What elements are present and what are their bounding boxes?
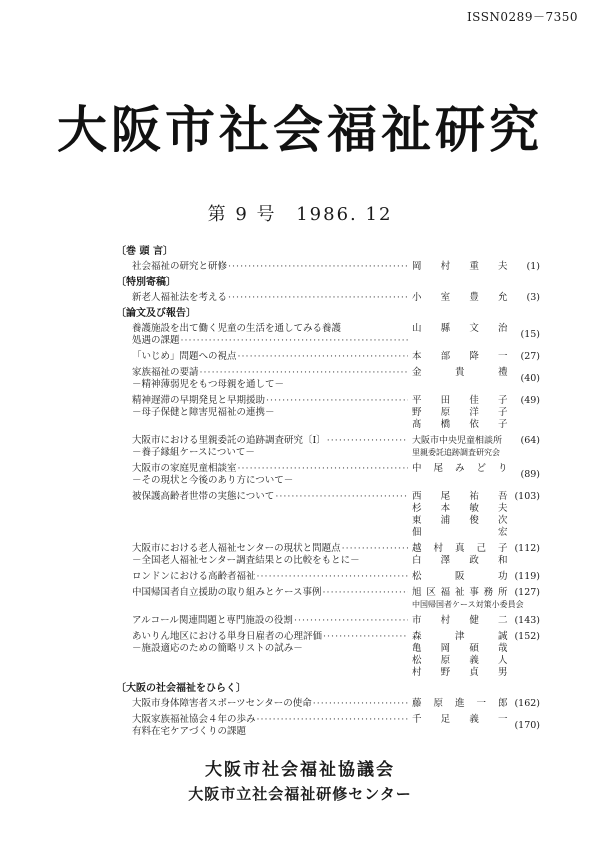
- issue-date: 1986. 12: [296, 204, 393, 225]
- toc-entry-subtitle: －全国老人福祉センター調査結果との比較をもとに－: [132, 555, 360, 566]
- toc-entry-author: 大阪市中央児童相談所: [412, 436, 503, 446]
- toc-entry-title: 新老人福祉法を考える: [132, 292, 228, 303]
- toc-entry-title: あいりん地区における単身日雇者の心理評価: [132, 631, 323, 642]
- toc-entry-author: 里親委託追跡調査研究会: [412, 448, 500, 457]
- leader-dots: [200, 367, 408, 379]
- publisher-subname: 大阪市立社会福祉研修センター: [188, 785, 412, 803]
- toc-entry: [132, 491, 540, 539]
- toc-entry-title: 「いじめ」問題への視点: [132, 351, 237, 362]
- toc-entry-author: 平 田 佳 子: [412, 395, 508, 406]
- leader-dots: [228, 292, 408, 304]
- toc-entry-page: (3): [526, 292, 540, 303]
- toc-entry-title: 大阪市における里親委託の追跡調査研究〔Ⅰ〕: [132, 435, 326, 446]
- toc-entry-page: (143): [514, 615, 540, 626]
- toc-entry-author: 東 浦 俊 次: [412, 515, 508, 526]
- toc-entry-title: ロンドンにおける高齢者福祉: [132, 571, 256, 582]
- toc-entry-author: 村 野 貞 男: [412, 667, 508, 678]
- leader-dots: [275, 491, 408, 503]
- toc-entry-subtitle: －母子保健と障害児福祉の連携－: [132, 407, 275, 418]
- toc-entry-author: 金 貴 禮: [412, 367, 508, 378]
- journal-title: 大阪市社会福祉研究: [57, 101, 543, 159]
- leader-dots: [294, 615, 408, 627]
- toc-entry-page: (89): [520, 469, 540, 480]
- toc-entry: [132, 587, 540, 611]
- toc-entry: [132, 292, 540, 304]
- toc-entry-title: 大阪市の家庭児童相談室: [132, 463, 237, 474]
- toc-entry-author: 髙 橋 依 子: [412, 419, 508, 430]
- table-of-contents: [116, 244, 540, 742]
- toc-entry-author: 中国帰国者ケース対策小委員会: [412, 600, 524, 609]
- toc-entry-author: 千 足 義 一: [412, 714, 508, 725]
- toc-entry-title: 被保護高齢者世帯の実態について: [132, 491, 275, 502]
- leader-dots: [313, 698, 408, 710]
- toc-entry-title: 精神遅滞の早期発見と早期援助: [132, 395, 266, 406]
- toc-entry-author: 山 縣 文 治: [412, 323, 508, 334]
- toc-entry-page: (152): [514, 631, 540, 642]
- leader-dots: [327, 435, 408, 447]
- toc-entry-author: 藤 原 進 一 郎: [412, 698, 508, 709]
- toc-entry-title: 家族福祉の要請: [132, 367, 199, 378]
- toc-section-heading: 〔巻 頭 言〕: [116, 246, 173, 257]
- toc-entry-page: (27): [520, 351, 540, 362]
- toc-entry-subtitle: －精神薄弱児をもつ母親を通して－: [132, 379, 285, 390]
- toc-entry-author: 松 阪 功: [412, 571, 508, 582]
- leader-dots: [238, 351, 408, 363]
- toc-entry-title: 中国帰国者自立援助の取り組みとケース事例: [132, 587, 322, 598]
- toc-entry-page: (1): [526, 261, 540, 272]
- toc-entry-title: 大阪市身体障害者スポーツセンターの使命: [132, 698, 312, 709]
- leader-dots: [266, 395, 408, 407]
- toc-entry: [132, 261, 540, 273]
- toc-entry: [132, 367, 540, 391]
- toc-entry-page: (103): [514, 491, 540, 502]
- toc-entry-page: (119): [514, 571, 540, 582]
- leader-dots: [257, 714, 408, 726]
- toc-entry: [132, 615, 540, 627]
- toc-entry-author: 中 尾 み ど り: [412, 463, 508, 474]
- toc-entry: [132, 698, 540, 710]
- toc-entry-author: 小 室 豊 允: [412, 292, 508, 303]
- toc-entry: [132, 323, 540, 347]
- toc-entry-page: (127): [514, 587, 540, 598]
- toc-entry-author: 野 原 洋 子: [412, 407, 508, 418]
- toc-entry-title: 社会福祉の研究と研修: [132, 261, 228, 272]
- leader-dots: [181, 335, 408, 347]
- toc-entry: [132, 571, 540, 583]
- issue-number: 第 9 号: [207, 204, 277, 225]
- toc-entry-author: 西 尾 祐 吾: [412, 491, 508, 502]
- toc-entry: [132, 395, 540, 431]
- issue-line: [0, 200, 600, 226]
- toc-section-heading: 〔論文及び報告〕: [116, 308, 196, 319]
- toc-entry-author: 岡 村 重 夫: [412, 261, 508, 272]
- toc-entry: [132, 351, 540, 363]
- toc-entry-subtitle: －施設適応のための簡略リストの試み－: [132, 643, 303, 654]
- toc-entry-title-line: 養護施設を出て働く児童の生活を通してみる養護: [132, 323, 342, 334]
- toc-section-heading: 〔特別寄稿〕: [116, 277, 176, 288]
- leader-dots: [342, 543, 408, 555]
- toc-entry-subtitle: －養子縁組ケースについて－: [132, 447, 255, 458]
- issn-number: ISSN0289－7350: [466, 10, 578, 24]
- toc-entry-page: (112): [514, 543, 540, 554]
- leader-dots: [323, 631, 408, 643]
- toc-entry-page: (170): [514, 720, 540, 731]
- toc-entry-author: 市 村 健 二: [412, 615, 508, 626]
- leader-dots: [323, 587, 408, 599]
- toc-entry-author: 杉 本 敏 夫: [412, 503, 508, 514]
- toc-entry-page: (162): [514, 698, 540, 709]
- toc-entry: [132, 435, 540, 459]
- toc-entry-author: 佃 宏: [412, 527, 508, 538]
- publisher-name: 大阪市社会福祉協議会: [205, 760, 395, 780]
- toc-entry-page: (15): [520, 329, 540, 340]
- toc-entry-page: (40): [520, 373, 540, 384]
- toc-entry-title: アルコール関連問題と専門施設の役割: [132, 615, 293, 626]
- toc-entry-author: 越 村 真 己 子: [412, 543, 508, 554]
- toc-entry-author: 亀 岡 碩 哉: [412, 643, 508, 654]
- toc-entry-subtitle: 有料在宅ケアづくりの課題: [132, 726, 247, 737]
- leader-dots: [238, 463, 408, 475]
- leader-dots: [257, 571, 408, 583]
- toc-entry: [132, 543, 540, 567]
- toc-entry-author: 旭 区 福 祉 事 務 所: [412, 587, 508, 598]
- toc-entry-page: (49): [520, 395, 540, 406]
- toc-entry-author: 本 部 降 一: [412, 351, 508, 362]
- toc-entry-page: (64): [520, 435, 540, 446]
- toc-entry-author: 松 原 義 人: [412, 655, 508, 666]
- toc-entry-title: 大阪家族福祉協会４年の歩み: [132, 714, 256, 725]
- toc-entry-author: 森 津 誠: [412, 631, 508, 642]
- toc-entry-author: 白 澤 政 和: [412, 555, 508, 566]
- toc-entry: [132, 714, 540, 738]
- toc-section-heading: 〔大阪の社会福祉をひらく〕: [116, 683, 246, 694]
- toc-entry: [132, 631, 540, 679]
- leader-dots: [228, 261, 408, 273]
- toc-entry: [132, 463, 540, 487]
- toc-entry-title: 大阪市における老人福祉センターの現状と問題点: [132, 543, 341, 554]
- toc-entry-subtitle: －その現状と今後のあり方について－: [132, 475, 294, 486]
- toc-entry-title: 処遇の課題: [132, 335, 180, 346]
